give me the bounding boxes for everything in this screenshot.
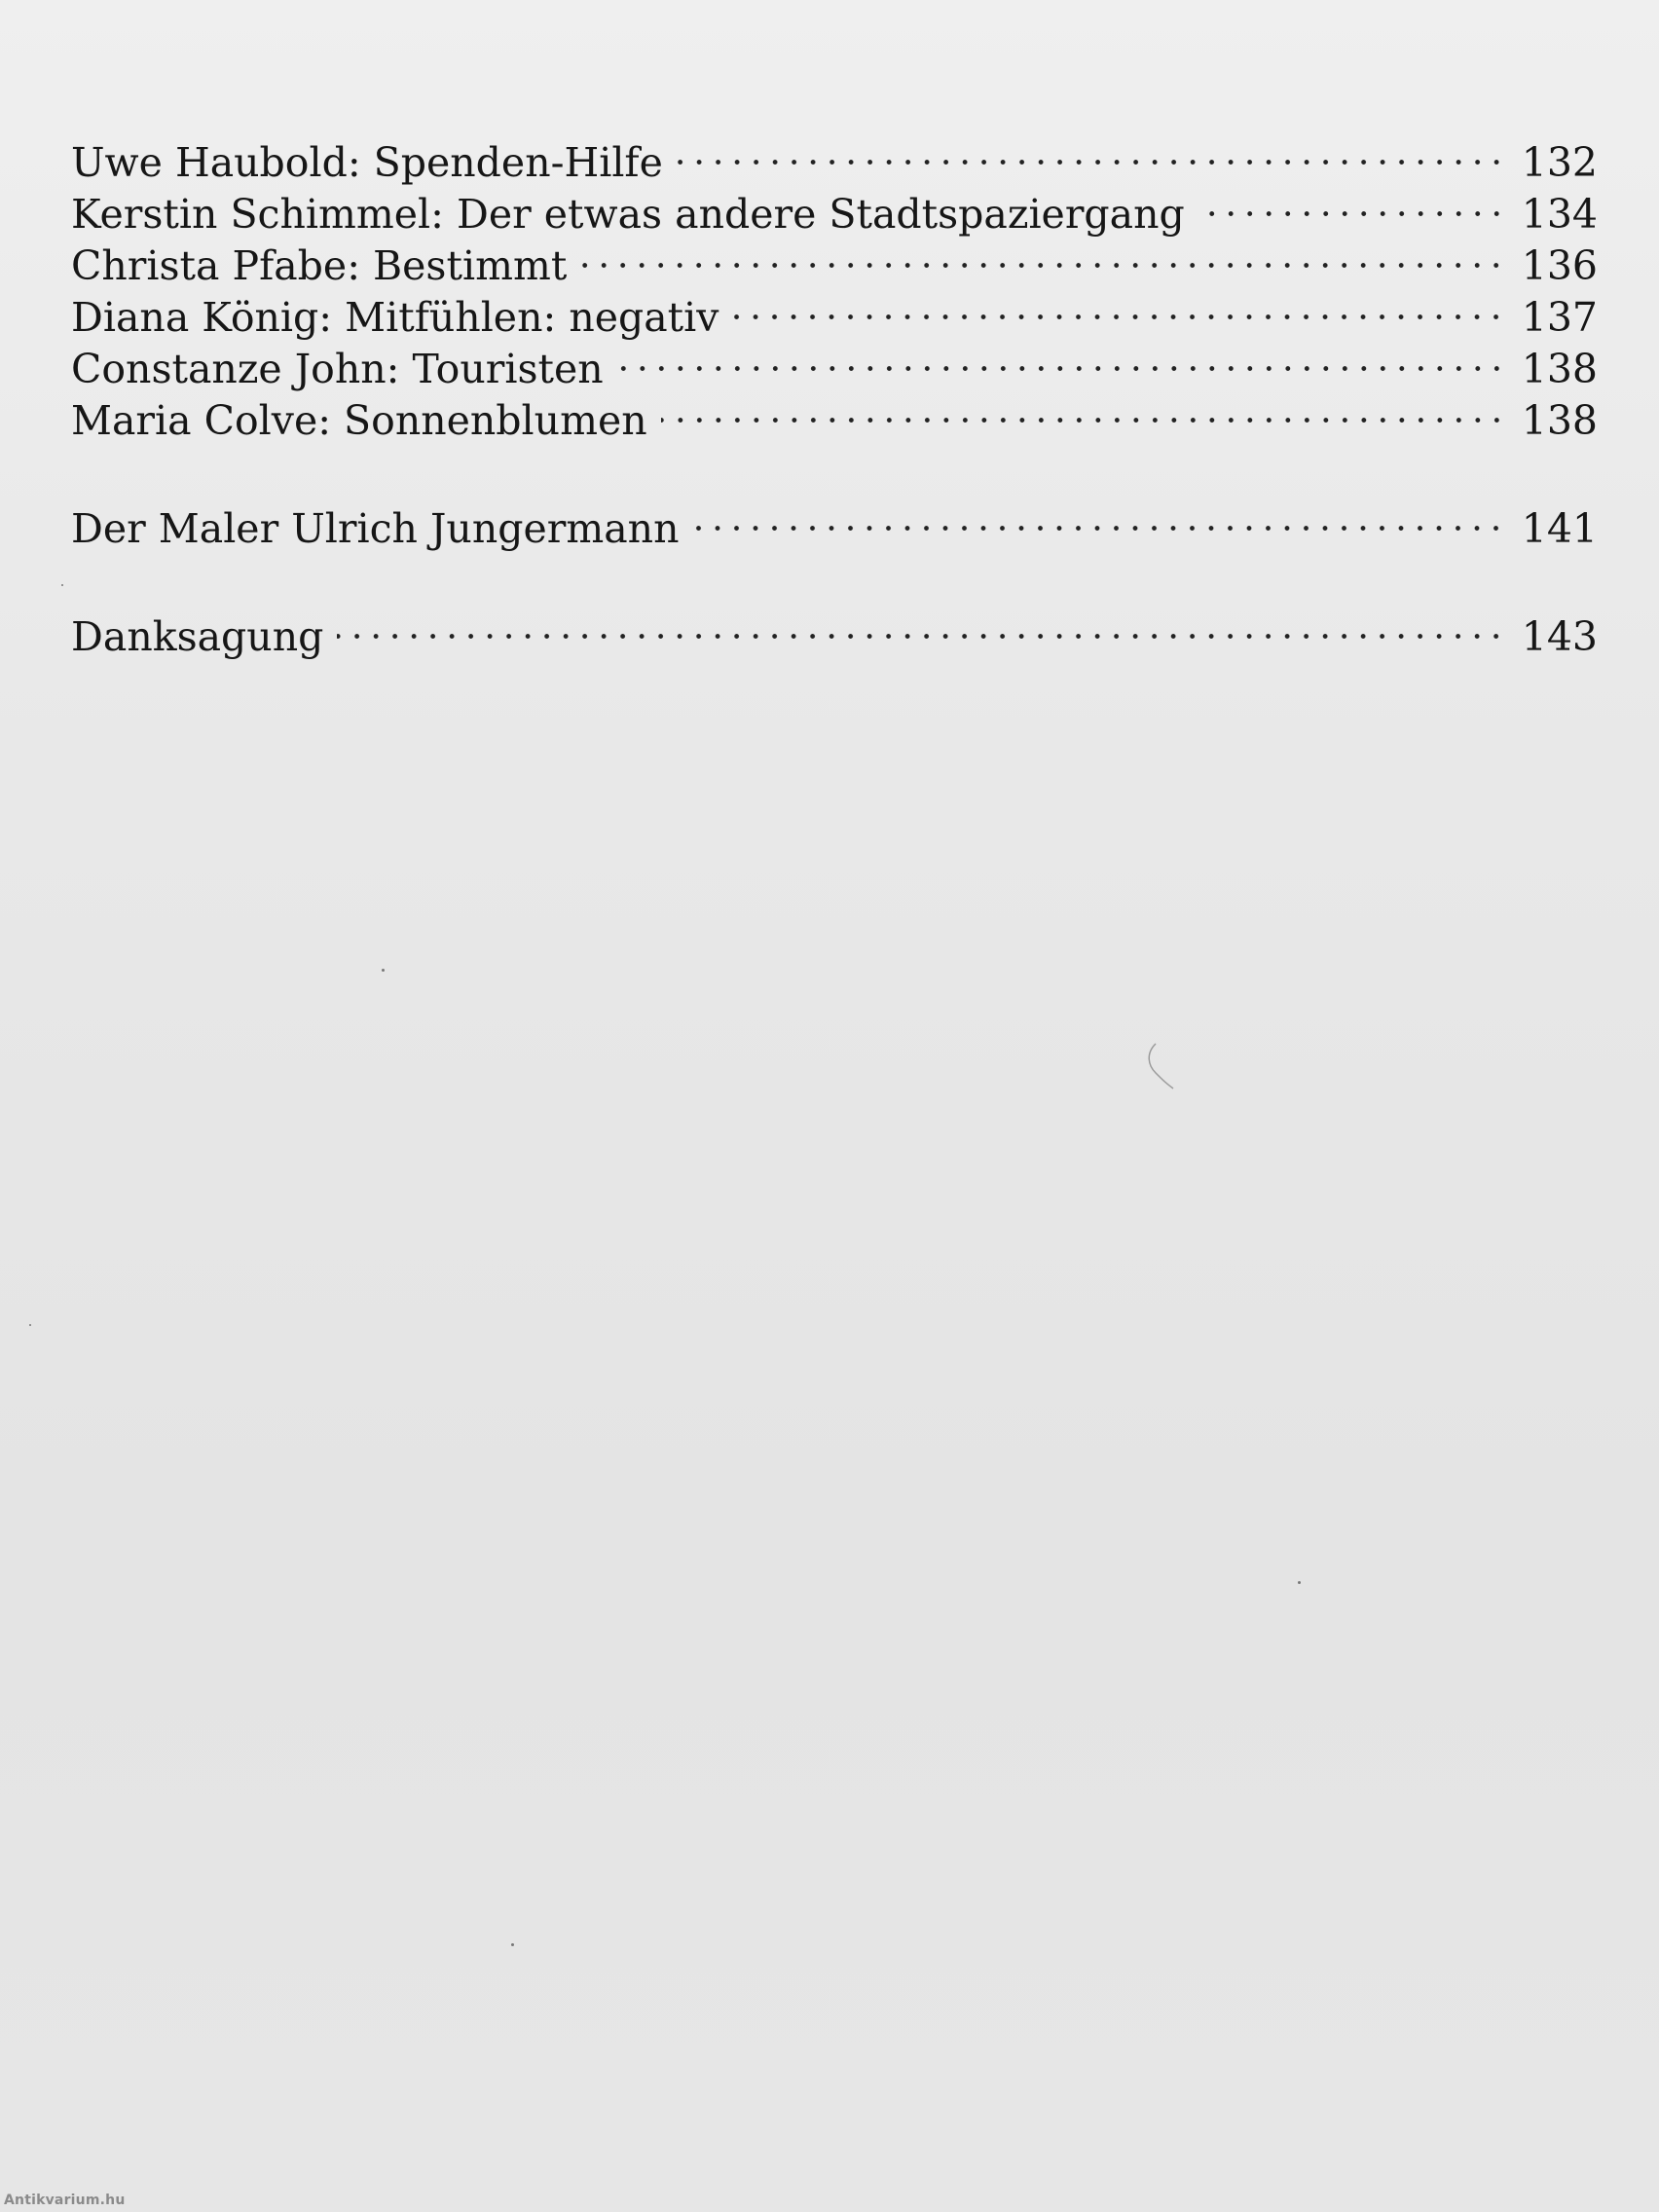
toc-entry-title: Diana König: Mitfühlen: negativ xyxy=(71,294,719,341)
toc-page-number: 138 xyxy=(1521,346,1598,392)
toc-dot-leader xyxy=(1195,176,1510,228)
toc-entry-title: Danksagung xyxy=(71,613,324,660)
toc-dot-leader xyxy=(333,599,1509,650)
toc-entry-title: Maria Colve: Sonnenblumen xyxy=(71,397,647,444)
toc-page-number: 138 xyxy=(1521,397,1598,444)
toc-group-acknowledgements xyxy=(71,599,1598,660)
table-of-contents xyxy=(71,125,1598,660)
paper-speck xyxy=(1298,1581,1301,1584)
toc-group-painter xyxy=(71,491,1598,552)
toc-dot-leader xyxy=(576,228,1509,279)
toc-dot-leader xyxy=(613,331,1510,383)
toc-page-number: 136 xyxy=(1521,242,1598,289)
watermark-logo: Antikvarium.hu xyxy=(4,2193,126,2208)
toc-dot-leader xyxy=(657,383,1510,434)
paper-speck xyxy=(382,969,385,972)
toc-entry-title: Christa Pfabe: Bestimmt xyxy=(71,242,568,289)
toc-entry-title: Der Maler Ulrich Jungermann xyxy=(71,505,680,552)
hair-fiber xyxy=(1144,1040,1183,1098)
toc-entry xyxy=(71,125,1598,186)
toc-page-number: 141 xyxy=(1521,505,1598,552)
paper-speck xyxy=(61,584,63,586)
toc-page-number: 143 xyxy=(1521,613,1598,660)
paper-speck xyxy=(29,1324,31,1326)
toc-group-contributions xyxy=(71,125,1598,444)
toc-dot-leader xyxy=(728,279,1509,331)
toc-page-number: 137 xyxy=(1521,294,1598,341)
paper-speck xyxy=(511,1943,514,1946)
toc-entry-title: Constanze John: Touristen xyxy=(71,346,604,392)
toc-page-number: 134 xyxy=(1521,191,1598,238)
toc-entry xyxy=(71,599,1598,660)
toc-page-number: 132 xyxy=(1521,139,1598,186)
toc-entry-title: Uwe Haubold: Spenden-Hilfe xyxy=(71,139,663,186)
toc-dot-leader xyxy=(673,125,1510,176)
toc-entry xyxy=(71,491,1598,552)
toc-entry-title: Kerstin Schimmel: Der etwas andere Stadtspaziergang xyxy=(71,191,1185,238)
toc-dot-leader xyxy=(688,491,1509,542)
